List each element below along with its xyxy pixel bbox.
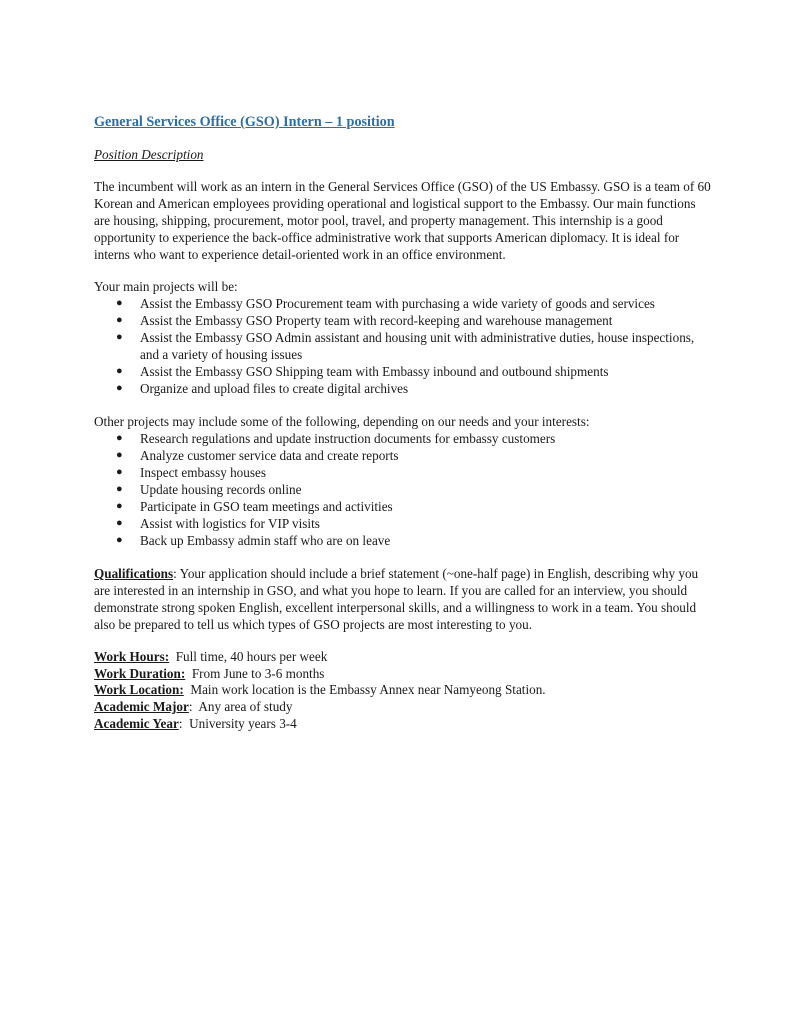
detail-work-duration: Work Duration: From June to 3-6 months xyxy=(94,665,325,681)
qualifications-text: : Your application should include a brief statement (~one-half page) in English, describing why you are interested in an internship in GSO, and what you hope to learn. If you are called for an interview, you should demonstrate strong spoken English, excellent interpersonal skills, and a willingness to work in a team. You should also be prepared to tell us which types of GSO projects are most interesting to you. xyxy=(94,566,699,632)
other-projects-list xyxy=(94,430,714,549)
bullet-icon: ● xyxy=(116,483,123,495)
bullet-icon: ● xyxy=(116,534,123,546)
list-item: ● Participate in GSO team meetings and activities xyxy=(116,499,393,514)
list-item: ● Organize and upload files to create digital archives xyxy=(116,381,409,396)
detail-academic-major: Academic Major: Any area of study xyxy=(94,699,293,715)
list-item: ● Assist the Embassy GSO Admin assistant and housing unit with administrative duties, house inspections, and a variety of housing issues xyxy=(116,330,695,362)
detail-academic-year: Academic Year: University years 3-4 xyxy=(94,715,297,731)
bullet-icon: ● xyxy=(116,449,123,461)
other-projects-section xyxy=(94,413,714,549)
bullet-icon: ● xyxy=(116,432,123,444)
list-item: ● Inspect embassy houses xyxy=(116,465,266,480)
description-paragraph: The incumbent will work as an intern in the General Services Office (GSO) of the US Embassy. GSO is a team of 60 Korean and American employees providing operational and logistical support to the Embassy. Our main functions are housing, shipping, procurement, motor pool, travel, and property management. This internship is a good opportunity to experience the back-office administrative work that supports American diplomacy. It is ideal for interns who want to experience detail-oriented work in an office environment. xyxy=(94,179,711,262)
list-item: ● Assist the Embassy GSO Procurement team with purchasing a wide variety of goods and services xyxy=(116,296,655,311)
bullet-icon: ● xyxy=(116,331,123,343)
list-item: ● Research regulations and update instruction documents for embassy customers xyxy=(116,431,556,446)
bullet-icon: ● xyxy=(116,500,123,512)
qualifications-label: Qualifications xyxy=(94,566,174,581)
list-item: ● Assist the Embassy GSO Shipping team with Embassy inbound and outbound shipments xyxy=(116,364,609,379)
bullet-icon: ● xyxy=(116,382,123,394)
job-details xyxy=(94,649,714,733)
detail-work-hours: Work Hours: Full time, 40 hours per week xyxy=(94,649,328,664)
list-item: ● Assist the Embassy GSO Property team with record-keeping and warehouse management xyxy=(116,313,613,328)
main-projects-section xyxy=(94,278,714,397)
position-description-heading: Position Description xyxy=(94,147,204,162)
list-item: ● Update housing records online xyxy=(116,482,302,497)
detail-work-location: Work Location: Main work location is the Embassy Annex near Namyeong Station. xyxy=(94,682,546,698)
bullet-icon: ● xyxy=(116,297,123,309)
main-projects-intro: Your main projects will be: xyxy=(94,279,238,294)
list-item: ● Assist with logistics for VIP visits xyxy=(116,516,320,531)
document-page xyxy=(94,112,714,733)
bullet-icon: ● xyxy=(116,466,123,478)
qualifications-paragraph xyxy=(94,565,714,633)
bullet-icon: ● xyxy=(116,517,123,529)
document-title: General Services Office (GSO) Intern – 1 position xyxy=(94,114,395,130)
main-projects-list xyxy=(94,295,714,397)
bullet-icon: ● xyxy=(116,314,123,326)
list-item: ● Back up Embassy admin staff who are on leave xyxy=(116,533,391,548)
list-item: ● Analyze customer service data and create reports xyxy=(116,448,399,463)
other-projects-intro: Other projects may include some of the following, depending on our needs and your interests: xyxy=(94,414,590,429)
bullet-icon: ● xyxy=(116,365,123,377)
